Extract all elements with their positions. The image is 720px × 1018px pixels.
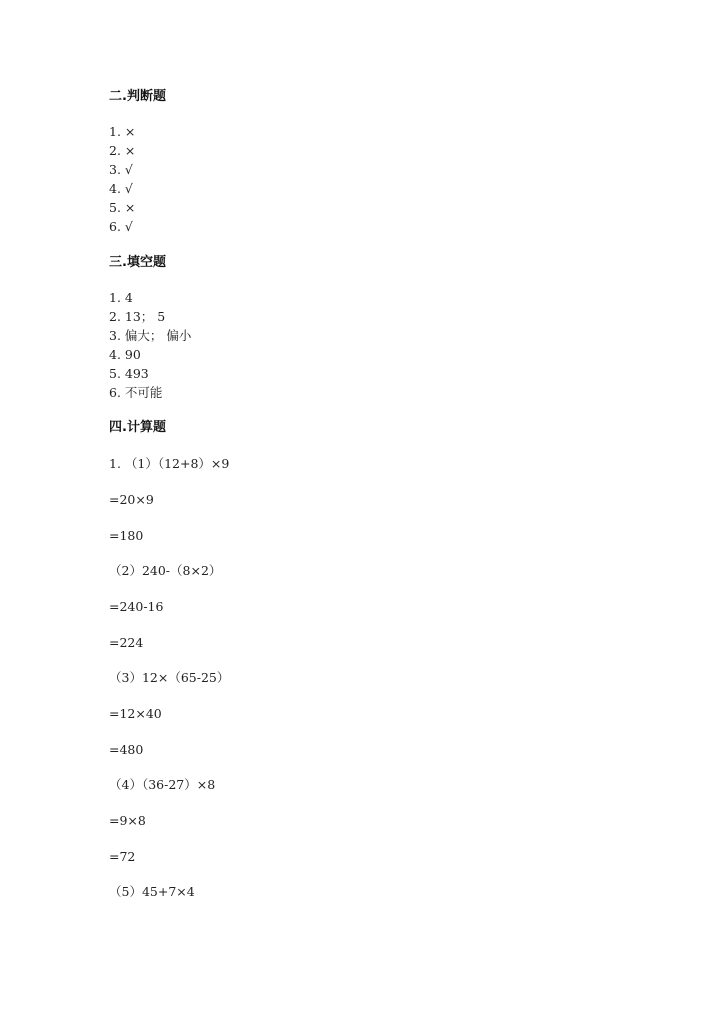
calc-line-6: =224 (109, 635, 144, 650)
calc-line-8: =12×40 (109, 706, 162, 721)
calc-line-4: （2）240-（8×2） (109, 563, 222, 578)
judgement-answer-3: 3. √ (109, 162, 133, 177)
section-heading-fill-blank: 三.填空题 (109, 255, 166, 270)
fill-blank-answer-1: 1. 4 (109, 290, 133, 305)
calc-line-10: （4）（36-27）×8 (109, 777, 216, 792)
judgement-answer-1: 1. × (109, 124, 136, 139)
calc-line-5: =240-16 (109, 599, 164, 614)
judgement-answer-4: 4. √ (109, 181, 133, 196)
calc-line-13: （5）45+7×4 (109, 884, 195, 899)
judgement-answer-2: 2. × (109, 143, 136, 158)
calc-line-1: 1. （1）（12+8）×9 (109, 456, 230, 471)
section-heading-calculation: 四.计算题 (109, 420, 166, 435)
fill-blank-answer-2: 2. 13； 5 (109, 309, 166, 324)
fill-blank-answer-5: 5. 493 (109, 366, 149, 381)
judgement-answer-6: 6. √ (109, 219, 133, 234)
calc-line-11: =9×8 (109, 813, 146, 828)
section-heading-judgement: 二.判断题 (109, 89, 166, 104)
calc-line-2: =20×9 (109, 492, 154, 507)
fill-blank-answer-4: 4. 90 (109, 347, 141, 362)
calc-line-3: =180 (109, 528, 144, 543)
fill-blank-answer-3: 3. 偏大； 偏小 (109, 328, 192, 343)
fill-blank-answer-6: 6. 不可能 (109, 385, 163, 400)
calc-line-12: =72 (109, 849, 136, 864)
calc-line-9: =480 (109, 742, 144, 757)
calc-line-7: （3）12×（65-25） (109, 670, 230, 685)
judgement-answer-5: 5. × (109, 200, 136, 215)
